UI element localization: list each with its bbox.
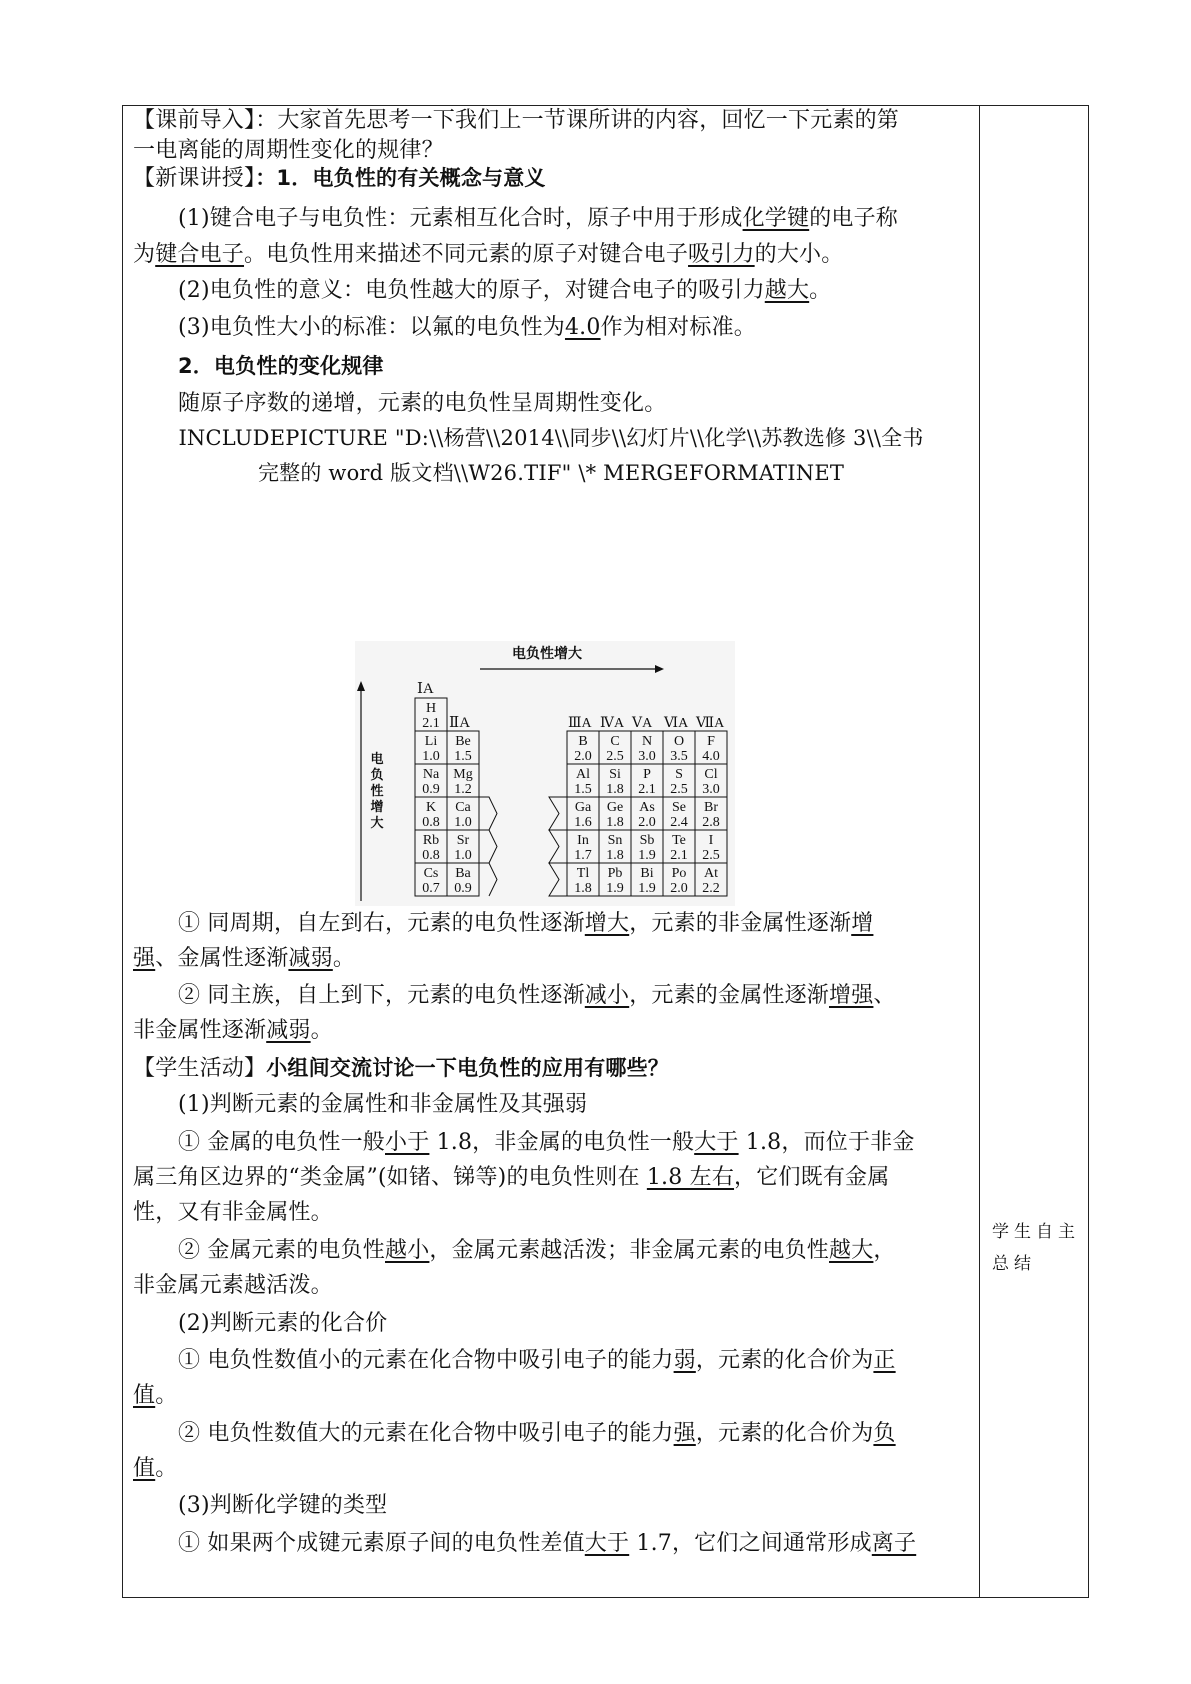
a1-2-line-2: 非金属元素越活泼。	[133, 1273, 333, 1298]
element-value: 1.5	[454, 749, 472, 764]
element-symbol: In	[577, 833, 589, 848]
element-symbol: Po	[671, 866, 687, 881]
a2-2-line-2	[133, 1454, 971, 1484]
a3-1-text-a: ① 如果两个成键元素原子间的电负性差值	[178, 1531, 585, 1556]
a3-1-blank-2: 离子	[871, 1531, 917, 1556]
element-value: 4.0	[702, 749, 720, 764]
a2-heading: (2)判断元素的化合价	[178, 1311, 388, 1336]
a1-1-text-c: 1.8，而位于非金	[738, 1130, 915, 1155]
r2-blank-3: 减弱	[266, 1018, 311, 1043]
element-value: 1.5	[574, 782, 592, 797]
element-value: 2.0	[638, 815, 656, 830]
r1-text-d: 。	[332, 946, 356, 971]
element-value: 1.0	[454, 848, 472, 863]
a2-1-line-2	[133, 1381, 971, 1411]
element-symbol: Mg	[453, 767, 473, 782]
element-symbol: Sr	[456, 833, 470, 848]
p1-text-d: 。电负性用来描述不同元素的原子对键合电子	[244, 242, 689, 267]
r1-blank-2b: 强	[133, 946, 156, 971]
element-value: 1.9	[606, 881, 624, 896]
element-symbol: Li	[424, 734, 438, 749]
side-note-line-2: 总结	[992, 1254, 1036, 1274]
a1-1-line-3: 性，又有非金属性。	[133, 1200, 333, 1225]
element-symbol: B	[578, 734, 588, 749]
element-value: 1.0	[454, 815, 472, 830]
p3-text-a: (3)电负性大小的标准：以氟的电负性为	[178, 315, 565, 340]
group-label-right: ⅢA	[568, 716, 592, 731]
a1-2-text-c: ，	[873, 1238, 896, 1263]
p1-blank-3: 吸引力	[688, 242, 755, 267]
side-notes-cell	[980, 106, 1088, 1597]
element-value: 1.8	[606, 782, 624, 797]
a1-1-text-b: 1.8，非金属的电负性一般	[429, 1130, 695, 1155]
element-value: 2.5	[670, 782, 688, 797]
p2-text-b: 。	[809, 278, 832, 303]
element-value: 1.6	[574, 815, 592, 830]
element-symbol: Pb	[607, 866, 623, 881]
element-value: 3.0	[702, 782, 720, 797]
side-arrow-char: 增	[370, 800, 384, 815]
group-label-iia: ⅡA	[449, 715, 471, 731]
r2-text-a: ② 同主族，自上到下，元素的电负性逐渐	[178, 983, 585, 1008]
element-symbol: Bi	[640, 866, 654, 881]
a2-2-text-a: ② 电负性数值大的元素在化合物中吸引电子的能力	[178, 1421, 674, 1446]
intro-line-2: 一电离能的周期性变化的规律？	[133, 138, 444, 163]
a2-1-text-c: 。	[155, 1383, 178, 1408]
a1-2-blank-1: 越小	[385, 1238, 430, 1263]
newlesson-heading: ：1．电负性的有关概念与意义	[255, 166, 546, 190]
element-value: 2.4	[670, 815, 688, 830]
element-symbol: O	[673, 734, 685, 749]
element-symbol: Tl	[576, 866, 590, 881]
electronegativity-figure	[355, 641, 735, 906]
newlesson-label: 【新课讲授】	[133, 166, 256, 191]
element-value: 2.1	[422, 716, 440, 731]
r2-line-1	[178, 981, 971, 1011]
a1-2-text-a: ② 金属元素的电负性	[178, 1238, 385, 1263]
p1-text-b: 的电子称	[809, 206, 898, 231]
intro-text-1: ：大家首先思考一下我们上一节课所讲的内容，回忆一下元素的第	[255, 108, 900, 133]
p4-line: 随原子序数的递增，元素的电负性呈周期性变化。	[178, 391, 667, 416]
a2-1-text-a: ① 电负性数值小的元素在化合物中吸引电子的能力	[178, 1348, 674, 1373]
p3-text-b: 作为相对标准。	[600, 315, 756, 340]
element-value: 2.5	[702, 848, 720, 863]
r2-blank-1: 减小	[584, 983, 630, 1008]
a2-2-line-1	[178, 1419, 971, 1449]
element-value: 2.1	[638, 782, 656, 797]
element-symbol: Te	[672, 833, 686, 848]
a1-1-blank-2: 大于	[694, 1130, 739, 1155]
side-arrow-char: 负	[370, 768, 384, 783]
element-value: 2.0	[670, 881, 688, 896]
newlesson-line	[133, 163, 971, 194]
a1-1-text-a: ① 金属的电负性一般	[178, 1130, 385, 1155]
element-symbol: Cs	[423, 866, 439, 881]
element-value: 1.8	[574, 881, 592, 896]
r1-blank-1: 增大	[584, 911, 630, 936]
group-label-right: ⅥA	[664, 716, 689, 731]
element-symbol: S	[675, 767, 683, 782]
a1-1-line-1	[178, 1128, 971, 1158]
side-arrow-char: 性	[370, 784, 384, 799]
element-symbol: Ca	[455, 800, 471, 815]
a3-1-line-1	[178, 1529, 971, 1559]
a2-1-blank-2b: 值	[133, 1383, 156, 1408]
element-symbol: N	[641, 734, 653, 749]
p1-blank-1: 化学键	[742, 206, 810, 231]
p2-text-a: (2)电负性的意义：电负性越大的原子，对键合电子的吸引力	[178, 278, 765, 303]
element-value: 0.9	[454, 881, 472, 896]
a2-2-blank-2b: 值	[133, 1456, 156, 1481]
section-2-heading: 2．电负性的变化规律	[178, 354, 384, 378]
a1-2-text-b: ，金属元素越活泼；非金属元素的电负性	[429, 1238, 830, 1263]
element-symbol: K	[425, 800, 437, 815]
element-symbol: Rb	[422, 833, 440, 848]
a2-2-text-c: 。	[155, 1456, 178, 1481]
element-symbol: C	[610, 734, 620, 749]
p1-text-c: 为	[133, 242, 156, 267]
side-arrow-char: 电	[370, 752, 384, 767]
r1-blank-3: 减弱	[288, 946, 333, 971]
includepicture-line-2: 完整的 word 版文档\\W26.TIF" \* MERGEFORMATINET	[257, 461, 845, 485]
element-symbol: Ba	[455, 866, 471, 881]
element-symbol: Cl	[704, 767, 718, 782]
element-value: 1.7	[574, 848, 592, 863]
element-value: 0.9	[422, 782, 440, 797]
element-value: 1.8	[606, 815, 624, 830]
a3-1-text-b: 1.7，它们之间通常形成	[629, 1531, 872, 1556]
a2-2-blank-1: 强	[673, 1421, 696, 1446]
r1-text-a: ① 同周期，自左到右，元素的电负性逐渐	[178, 911, 585, 936]
a1-1-line-2	[133, 1163, 971, 1193]
element-value: 0.8	[422, 815, 440, 830]
element-value: 0.8	[422, 848, 440, 863]
r2-text-c: 、	[873, 983, 896, 1008]
r2-line-2	[133, 1016, 971, 1046]
element-value: 2.5	[606, 749, 624, 764]
a2-1-line-1	[178, 1346, 971, 1376]
lesson-content-cell	[123, 106, 980, 1597]
element-symbol: I	[708, 833, 714, 848]
r1-text-c: 、金属性逐渐	[155, 946, 289, 971]
element-value: 1.0	[422, 749, 440, 764]
a2-2-blank-2a: 负	[873, 1421, 896, 1446]
p1-blank-2: 键合电子	[155, 242, 245, 267]
r1-text-b: ，元素的非金属性逐渐	[629, 911, 852, 936]
element-value: 2.0	[574, 749, 592, 764]
a2-1-blank-2a: 正	[873, 1348, 896, 1373]
p1-line-2	[133, 240, 971, 270]
element-symbol: Ge	[606, 800, 624, 815]
element-symbol: Sn	[607, 833, 623, 848]
a2-2-text-b: ，元素的化合价为	[695, 1421, 874, 1446]
element-value: 2.8	[702, 815, 720, 830]
a1-1-text-d: 属三角区边界的“类金属”(如锗、锑等)的电负性则在	[133, 1165, 647, 1190]
element-value: 1.9	[638, 848, 656, 863]
element-symbol: Ga	[574, 800, 592, 815]
element-value: 2.2	[702, 881, 720, 896]
group-label-ia: ⅠA	[417, 681, 434, 697]
p1-text-e: 的大小。	[754, 242, 844, 267]
r1-blank-2a: 增	[851, 911, 874, 936]
r2-text-d: 非金属性逐渐	[133, 1018, 267, 1043]
element-symbol: Se	[672, 800, 686, 815]
lesson-table	[122, 105, 1089, 1598]
activity-line	[133, 1053, 971, 1084]
a1-1-blank-1: 小于	[385, 1130, 430, 1155]
a3-heading: (3)判断化学键的类型	[178, 1493, 388, 1518]
element-symbol: As	[639, 800, 655, 815]
activity-text: 小组间交流讨论一下电负性的应用有哪些？	[266, 1056, 670, 1080]
element-symbol: Na	[422, 767, 440, 782]
element-value: 2.1	[670, 848, 688, 863]
group-label-right: ⅦA	[696, 716, 725, 731]
element-symbol: Br	[704, 800, 718, 815]
p3-blank: 4.0	[564, 315, 601, 340]
group-label-right: ⅤA	[632, 716, 653, 731]
p2-blank: 越大	[764, 278, 810, 303]
element-symbol: Al	[576, 767, 590, 782]
element-value: 3.5	[670, 749, 688, 764]
element-symbol: H	[425, 701, 437, 716]
element-symbol: P	[643, 767, 651, 782]
p2-line	[178, 276, 971, 306]
element-symbol: Si	[609, 767, 621, 782]
a1-2-line-1	[178, 1236, 971, 1266]
r2-text-b: ，元素的金属性逐渐	[629, 983, 830, 1008]
element-symbol: Be	[455, 734, 471, 749]
element-value: 1.8	[606, 848, 624, 863]
group-label-right: ⅣA	[600, 716, 625, 731]
a2-1-text-b: ，元素的化合价为	[695, 1348, 874, 1373]
element-value: 0.7	[422, 881, 440, 896]
p1-text-a: (1)键合电子与电负性：元素相互化合时，原子中用于形成	[178, 206, 743, 231]
a1-1-blank-3: 1.8 左右	[646, 1165, 735, 1190]
a1-2-blank-2: 越大	[829, 1238, 874, 1263]
element-symbol: F	[707, 734, 715, 749]
side-arrow-char: 大	[370, 816, 384, 831]
intro-label: 【课前导入】	[133, 108, 256, 133]
element-value: 3.0	[638, 749, 656, 764]
element-symbol: At	[704, 866, 718, 881]
p1-line-1	[178, 204, 971, 234]
r1-line-2	[133, 944, 971, 974]
a2-1-blank-1: 弱	[673, 1348, 696, 1373]
top-arrow-label: 电负性增大	[512, 646, 582, 662]
r1-line-1	[178, 909, 971, 939]
r2-blank-2: 增强	[829, 983, 874, 1008]
p3-line	[178, 313, 971, 343]
element-value: 1.9	[638, 881, 656, 896]
element-value: 1.2	[454, 782, 472, 797]
a3-1-blank-1: 大于	[584, 1531, 630, 1556]
includepicture-line-1: INCLUDEPICTURE "D:\\杨营\\2014\\同步\\幻灯片\\化学\\苏教选修 3\\全书	[178, 426, 924, 450]
element-symbol: Sb	[639, 833, 655, 848]
activity-label: 【学生活动】	[133, 1056, 267, 1081]
r2-text-e: 。	[310, 1018, 333, 1043]
a1-1-text-e: ，它们既有金属	[734, 1165, 890, 1190]
intro-line-1	[133, 106, 971, 136]
side-note-line-1: 学生自主	[992, 1222, 1080, 1242]
a1-heading: (1)判断元素的金属性和非金属性及其强弱	[178, 1092, 588, 1117]
